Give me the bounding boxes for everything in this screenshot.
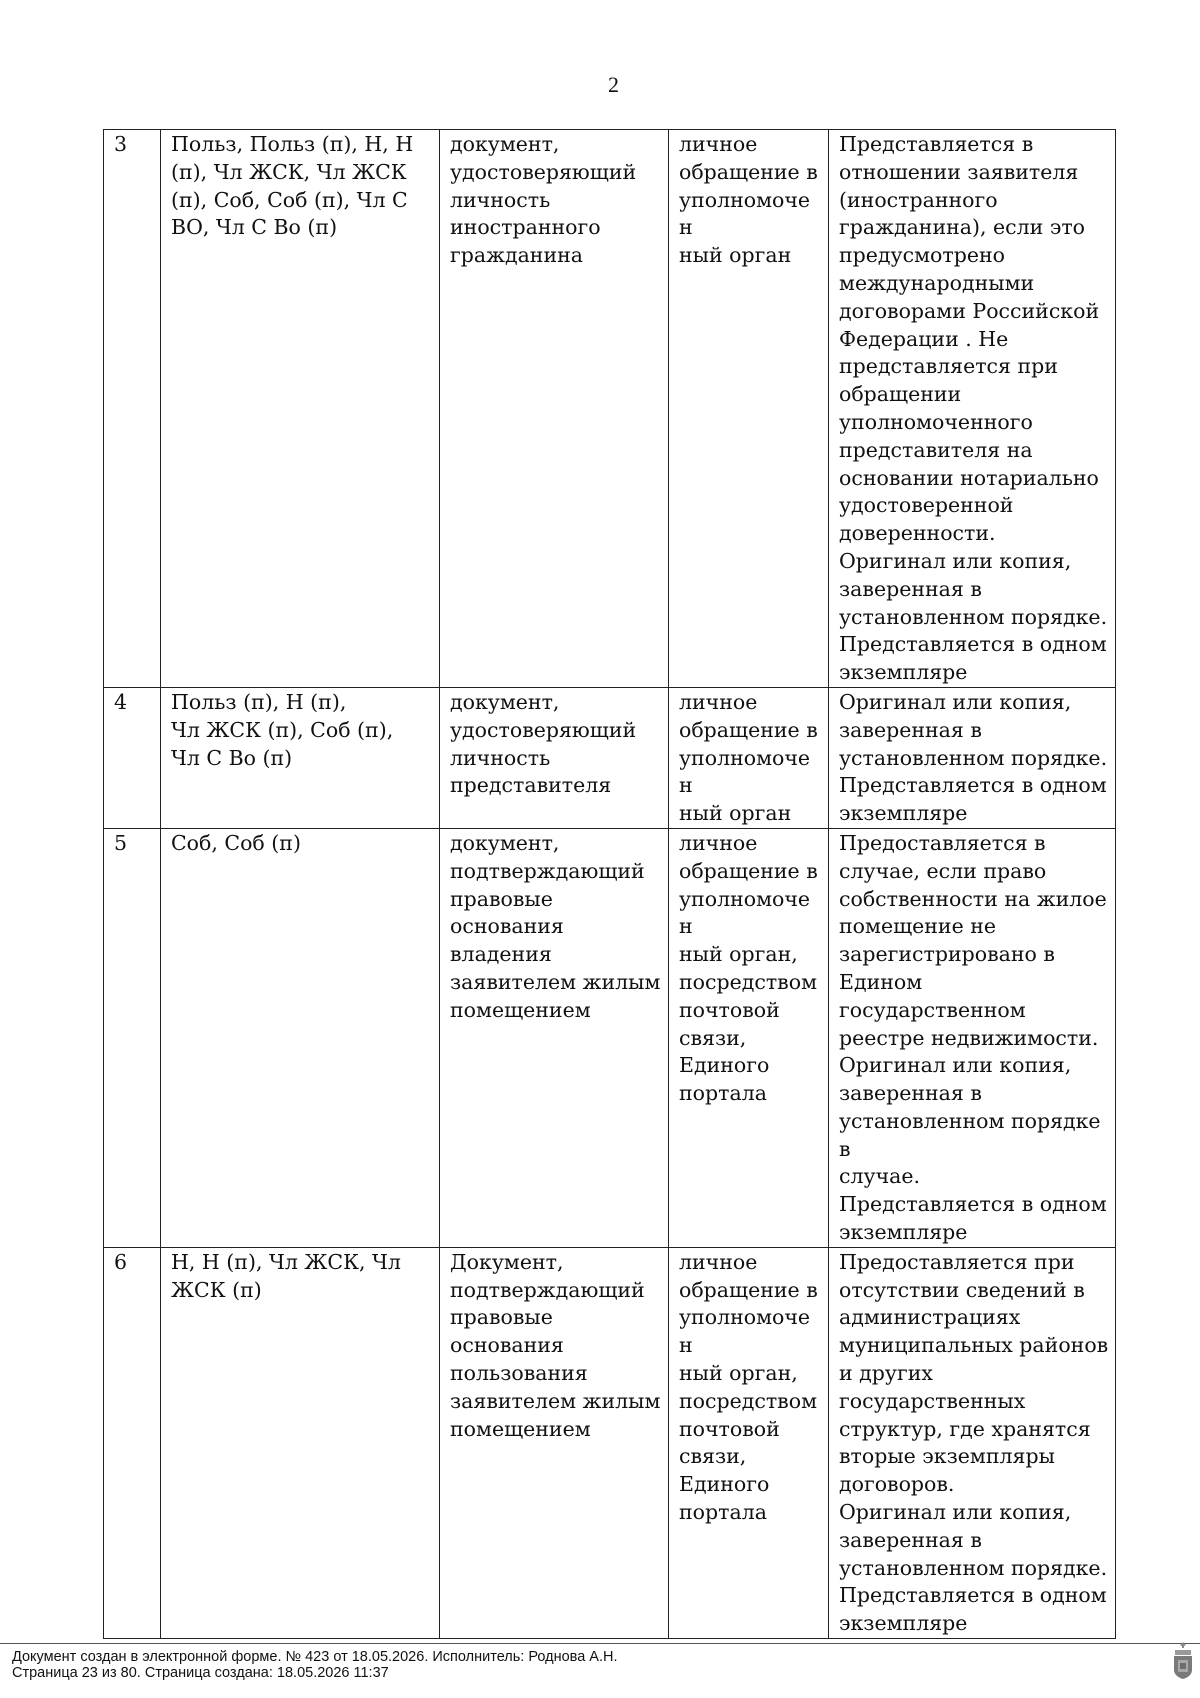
table-row [104, 130, 1116, 688]
document-notes: Представляется в отношении заявителя (иностранного гражданина), если это предусмотрено международными договорами Российской Федерации . Не представляется при обращении уполномоченного представителя на основании нотариально удостоверенной доверенности. Оригинал или копия, заверенная в установленном порядке. Представляется в одном экземпляре [829, 130, 1116, 688]
footer-document-info: Документ создан в электронной форме. № 423 от 18.05.2026. Исполнитель: Роднова А.Н. [12, 1649, 618, 1665]
document-name: документ, подтверждающий правовые основания владения заявителем жилым помещением [440, 828, 669, 1247]
applicant-categories: Соб, Соб (п) [161, 828, 440, 1247]
document-name: документ, удостоверяющий личность иностранного гражданина [440, 130, 669, 688]
table-row [104, 828, 1116, 1247]
table-row [104, 687, 1116, 828]
submission-method: личное обращение в уполномочен ный орган, посредством почтовой связи, Единого портала [669, 828, 829, 1247]
applicant-categories: Н, Н (п), Чл ЖСК, Чл ЖСК (п) [161, 1247, 440, 1638]
row-number: 5 [104, 828, 161, 1247]
submission-method: личное обращение в уполномочен ный орган [669, 687, 829, 828]
submission-method: личное обращение в уполномочен ный орган, посредством почтовой связи, Единого портала [669, 1247, 829, 1638]
row-number: 3 [104, 130, 161, 688]
coat-of-arms-icon [1172, 1642, 1194, 1680]
footer-page-info: Страница 23 из 80. Страница создана: 18.05.2026 11:37 [12, 1665, 389, 1681]
applicant-categories: Польз (п), Н (п), Чл ЖСК (п), Соб (п), Чл С Во (п) [161, 687, 440, 828]
page-number: 2 [608, 72, 619, 97]
table-row [104, 1247, 1116, 1638]
row-number: 6 [104, 1247, 161, 1638]
document-notes: Предоставляется при отсутствии сведений в администрациях муниципальных районов и других государственных структур, где хранятся вторые экземпляры договоров. Оригинал или копия, заверенная в установленном порядке. Представляется в одном экземпляре [829, 1247, 1116, 1638]
document-name: Документ, подтверждающий правовые основания пользования заявителем жилым помещением [440, 1247, 669, 1638]
submission-method: личное обращение в уполномочен ный орган [669, 130, 829, 688]
row-number: 4 [104, 687, 161, 828]
document-notes: Оригинал или копия, заверенная в установленном порядке. Представляется в одном экземпляре [829, 687, 1116, 828]
documents-table [103, 129, 1116, 1639]
document-name: документ, удостоверяющий личность представителя [440, 687, 669, 828]
applicant-categories: Польз, Польз (п), Н, Н (п), Чл ЖСК, Чл ЖСК (п), Соб, Соб (п), Чл С ВО, Чл С Во (п) [161, 130, 440, 688]
document-notes: Предоставляется в случае, если право собственности на жилое помещение не зарегистрировано в Едином государственном реестре недвижимости. Оригинал или копия, заверенная в установленном порядке в случае. Представляется в одном экземпляре [829, 828, 1116, 1247]
footer [12, 1649, 618, 1681]
footer-divider [0, 1643, 1200, 1644]
